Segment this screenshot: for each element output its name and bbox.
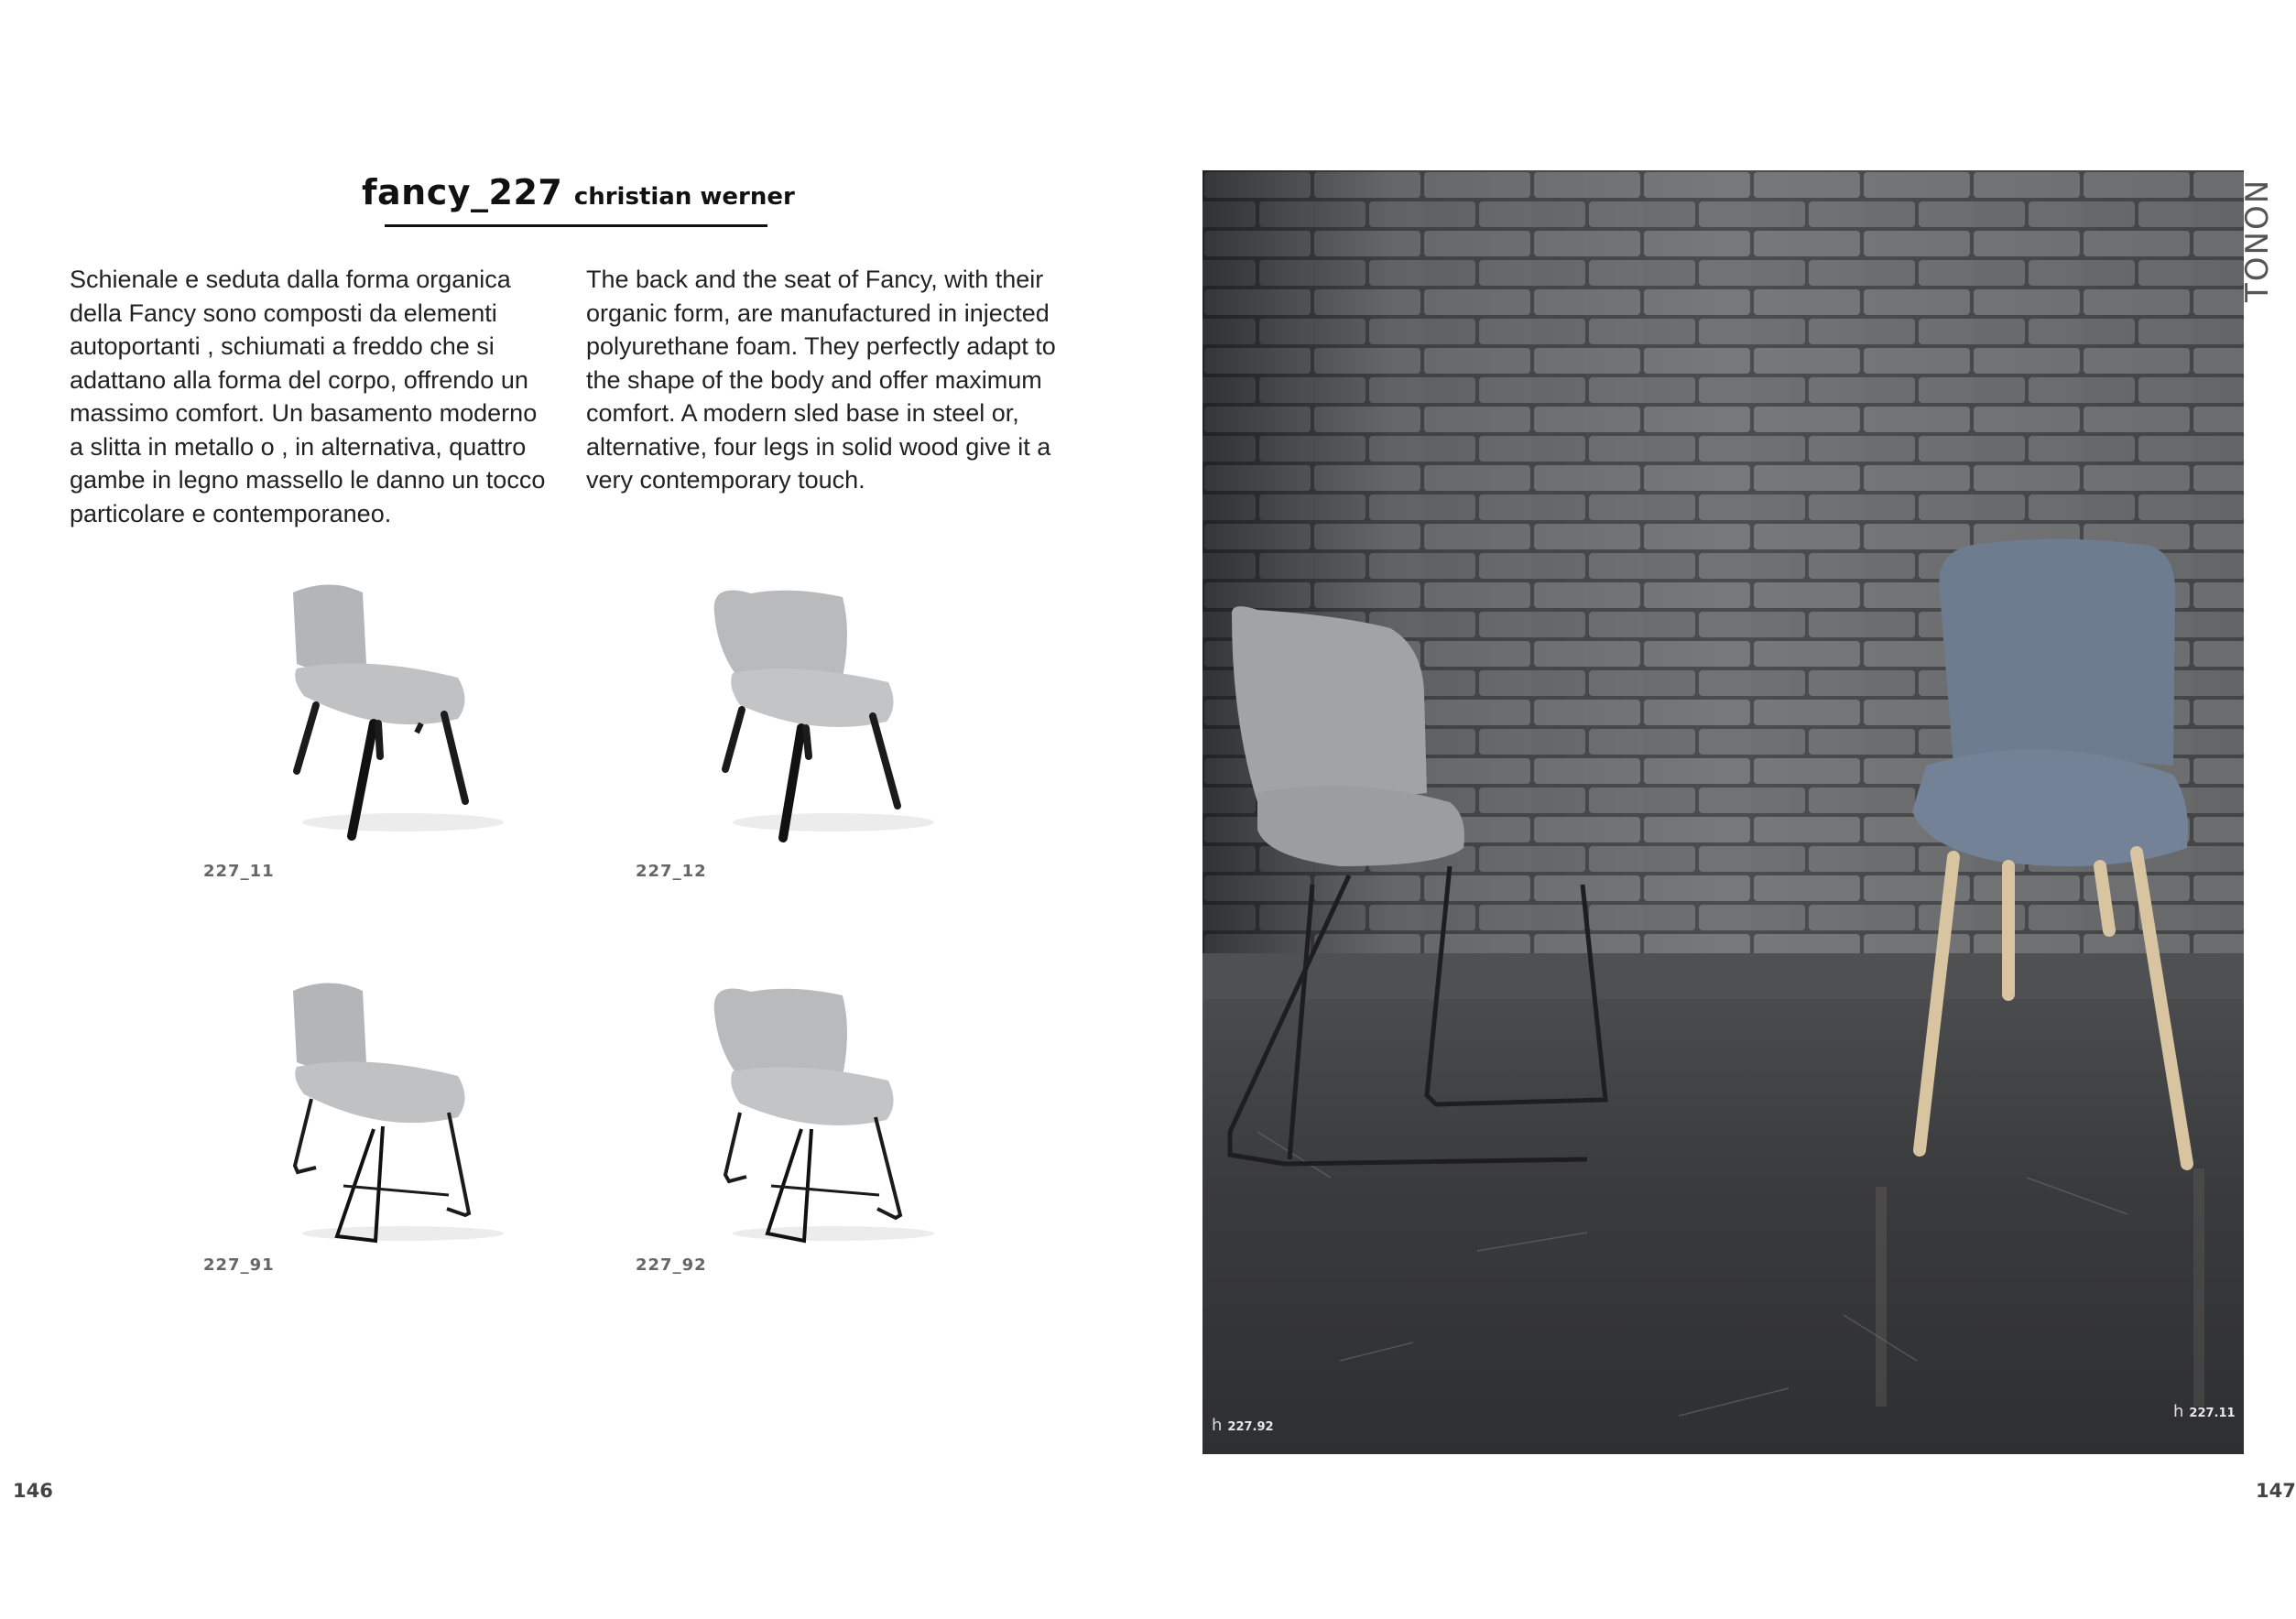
variant-code: 227_92: [636, 1255, 707, 1275]
designer-name: christian werner: [573, 183, 795, 211]
description-italian: Schienale e seduta dalla forma organica della Fancy sono composti da elementi autoportanti , schiumati a freddo che si adattano alla forma del corpo, offrendo un massimo comfort. Un basamento moderno a slitta in metallo o , in alternativa, quattro gambe in legno massello le danno un tocco particolare e contemporaneo.: [70, 266, 546, 527]
chair-thumbnail-227-92: [705, 975, 962, 1250]
chair-image: [275, 577, 531, 852]
title-underline: [385, 224, 767, 227]
variant-code: 227_12: [636, 862, 707, 881]
variant-code: 227_91: [203, 1255, 275, 1275]
chair-image: [705, 975, 962, 1250]
chair-thumbnail-227-11: [275, 577, 531, 852]
photo-caption-right: h 227.11: [2173, 1402, 2236, 1421]
photo-caption-left: h 227.92: [1212, 1416, 1274, 1435]
room-scene: [1202, 170, 2244, 1454]
chair-image: [275, 975, 531, 1250]
chair-thumbnail-227-12: [705, 577, 962, 852]
description-english: The back and the seat of Fancy, with their organic form, are manufactured in injected polyurethane foam. They perfectly adapt to the shape of the body and offer maximum comfort. A modern sled base in steel or, alternative, four legs in solid wood give it a very contemporary touch.: [586, 266, 1056, 494]
product-title: [362, 172, 795, 212]
product-photo: [1202, 170, 2244, 1454]
product-name: fancy_227: [362, 172, 563, 212]
page-number-right: 147: [2256, 1480, 2296, 1502]
brand-logo: TONON: [2239, 178, 2276, 302]
variant-code: 227_11: [203, 862, 275, 881]
page-number-left: 146: [13, 1480, 53, 1502]
chair-image: [705, 577, 962, 852]
chair-thumbnail-227-91: [275, 975, 531, 1250]
